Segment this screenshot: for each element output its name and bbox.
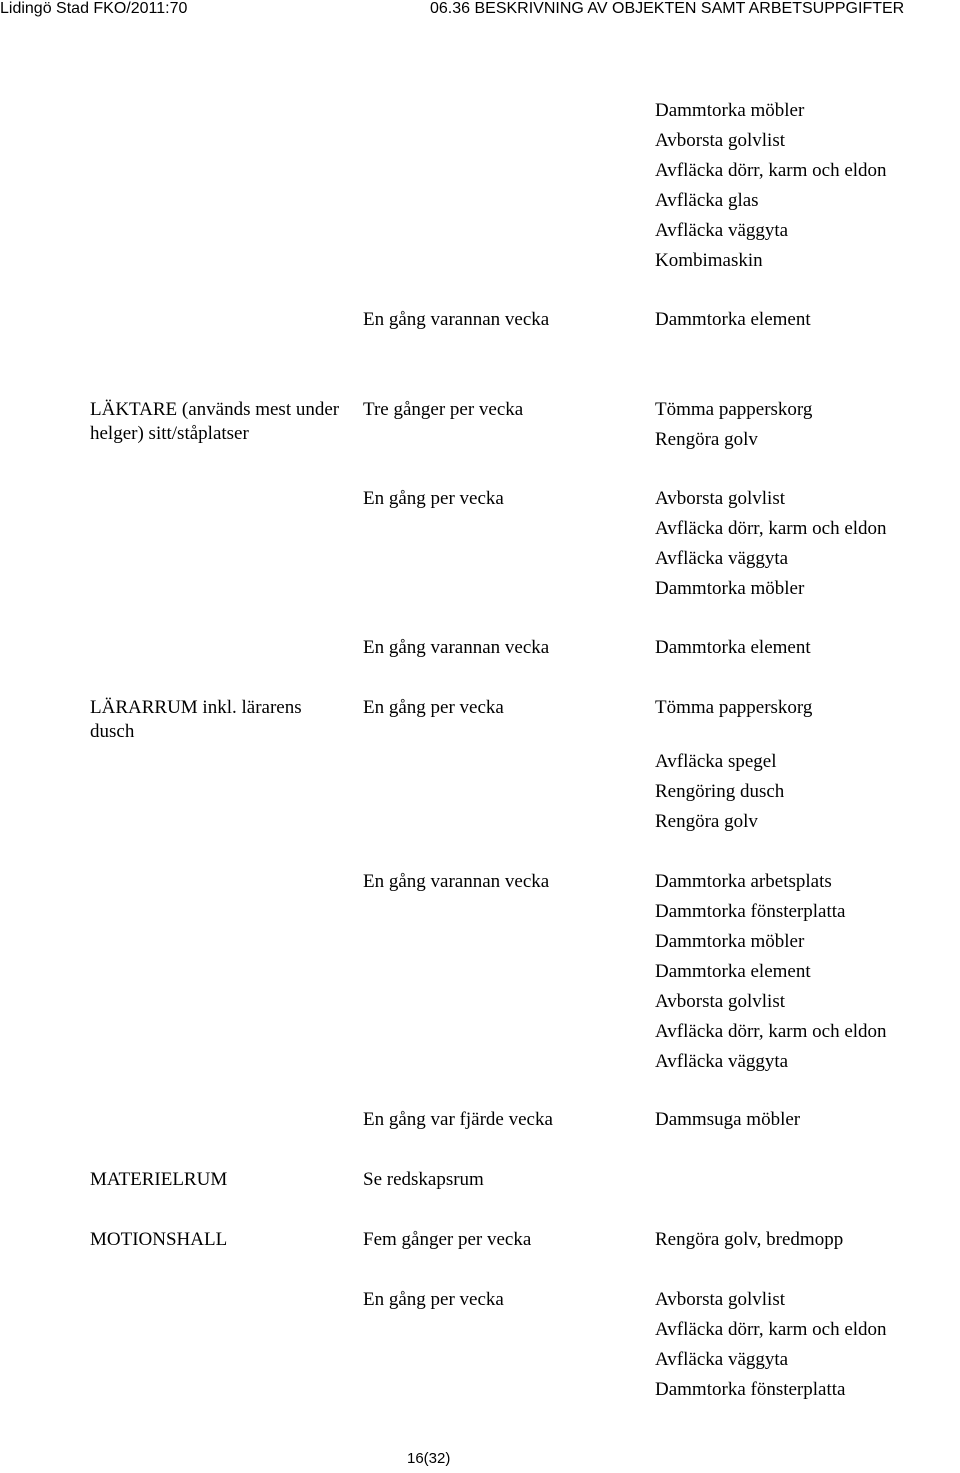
task-item: Avfläcka dörr, karm och eldon <box>655 518 887 539</box>
task-item: Avfläcka dörr, karm och eldon <box>655 1319 887 1340</box>
task-item: Avfläcka väggyta <box>655 548 789 569</box>
task-item: Kombimaskin <box>655 250 763 271</box>
task-item: Dammtorka möbler <box>655 578 805 599</box>
task-item: Dammsuga möbler <box>655 1109 801 1130</box>
room-name: LÄKTARE (används mest under helger) sitt/ståplatser <box>90 399 340 444</box>
room-name: LÄRARRUM inkl. lärarens dusch <box>90 697 302 742</box>
task-item: Dammtorka element <box>655 637 811 658</box>
frequency: En gång varannan vecka <box>363 871 550 892</box>
task-list <box>655 484 887 604</box>
frequency: Se redskapsrum <box>363 1169 484 1190</box>
task-item: Avfläcka väggyta <box>655 1051 789 1072</box>
task-list <box>655 1225 843 1255</box>
task-list <box>655 395 812 455</box>
task-item: Rengöra golv, bredmopp <box>655 1229 844 1250</box>
task-list <box>655 1105 800 1135</box>
task-item: Tömma papperskorg <box>655 697 813 718</box>
room-name: MOTIONSHALL <box>90 1229 228 1250</box>
frequency: En gång varannan vecka <box>363 637 550 658</box>
task-item: Avfläcka dörr, karm och eldon <box>655 1021 887 1042</box>
task-list <box>655 305 811 335</box>
task-item: Avfläcka väggyta <box>655 220 789 241</box>
task-item: Avfläcka dörr, karm och eldon <box>655 160 887 181</box>
frequency: En gång per vecka <box>363 488 504 509</box>
task-item: Avfläcka spegel <box>655 751 777 772</box>
task-item: Dammtorka element <box>655 961 811 982</box>
task-item: Rengöra golv <box>655 429 758 450</box>
task-item: Dammtorka möbler <box>655 100 805 121</box>
task-list <box>655 633 811 663</box>
document-id: Lidingö Stad FKO/2011:70 <box>0 0 188 17</box>
task-list <box>655 693 812 723</box>
task-item: Dammtorka fönsterplatta <box>655 901 846 922</box>
task-list <box>655 747 784 837</box>
frequency: En gång per vecka <box>363 1289 504 1310</box>
task-list <box>655 867 887 1077</box>
task-list <box>655 1285 887 1405</box>
task-item: Dammtorka möbler <box>655 931 805 952</box>
task-item: Rengöring dusch <box>655 781 785 802</box>
section-title: 06.36 BESKRIVNING AV OBJEKTEN SAMT ARBETSUPPGIFTER <box>430 0 905 17</box>
task-item: Dammtorka arbetsplats <box>655 871 832 892</box>
task-item: Avborsta golvlist <box>655 488 786 509</box>
room-name: MATERIELRUM <box>90 1169 228 1190</box>
task-item: Avborsta golvlist <box>655 130 786 151</box>
task-item: Avfläcka väggyta <box>655 1349 789 1370</box>
task-item: Avfläcka glas <box>655 190 759 211</box>
frequency: Tre gånger per vecka <box>363 399 524 420</box>
task-list <box>655 96 887 276</box>
frequency: En gång varannan vecka <box>363 309 550 330</box>
task-item: Dammtorka fönsterplatta <box>655 1379 846 1400</box>
frequency: En gång var fjärde vecka <box>363 1109 553 1130</box>
task-item: Avborsta golvlist <box>655 1289 786 1310</box>
task-item: Rengöra golv <box>655 811 758 832</box>
task-item: Dammtorka element <box>655 309 811 330</box>
page-number: 16(32) <box>407 1450 451 1467</box>
task-item: Avborsta golvlist <box>655 991 786 1012</box>
task-item: Tömma papperskorg <box>655 399 813 420</box>
frequency: En gång per vecka <box>363 697 504 718</box>
frequency: Fem gånger per vecka <box>363 1229 532 1250</box>
page-header <box>0 0 960 20</box>
